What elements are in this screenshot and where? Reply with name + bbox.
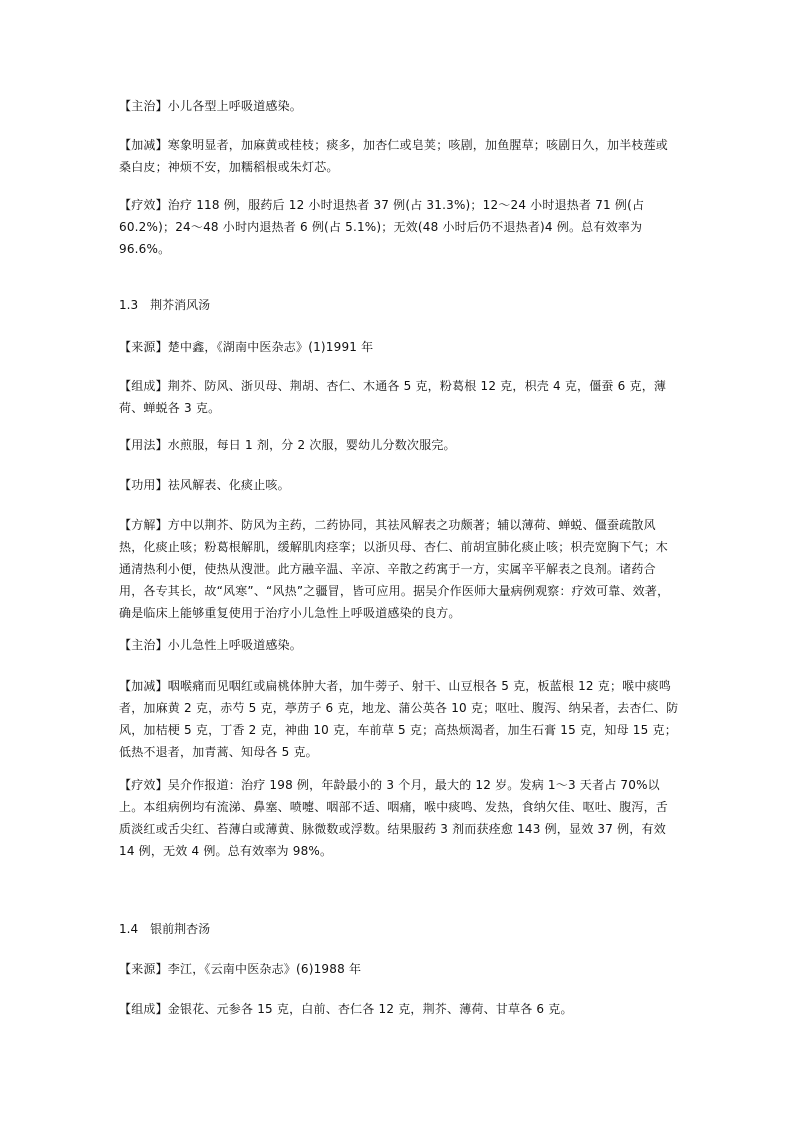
- paragraph-jiajian-2: 【加减】咽喉痛而见咽红或扁桃体肿大者，加牛蒡子、射干、山豆根各 5 克，板蓝根 12 克；喉中痰鸣者，加麻黄 2 克，赤芍 5 克，葶苈子 6 克，地龙、蒲公英各 10 克；呕吐、腹泻、纳呆者，去杏仁、防风，加桔梗 5 克，丁香 2 克，神曲 10 克，车前草 5 克；高热烦渴者，加生石膏 15 克，知母 15 克；低热不退者，加青蒿、知母各 5 克。: [119, 679, 679, 759]
- section-heading-1-3: [119, 294, 679, 316]
- paragraph-liaoxiao-1: 【疗效】治疗 118 例，服药后 12 小时退热者 37 例(占 31.3%)；12～24 小时退热者 71 例(占 60.2%)；24～48 小时内退热者 6 例(占 5.1%)；无效(48 小时后仍不退热者)4 例。总有效率为 96.6%。: [119, 198, 645, 256]
- paragraph-zucheng-2: 【组成】金银花、元参各 15 克，白前、杏仁各 12 克，荆芥、薄荷、甘草各 6 克。: [119, 1002, 573, 1016]
- section-title: 银前荆杏汤: [150, 922, 211, 936]
- section-heading-1-4: [119, 918, 679, 940]
- paragraph-laiyuan-2: 【来源】李江，《云南中医杂志》(6)1988 年: [119, 962, 362, 976]
- paragraph-fangjie: 【方解】方中以荆芥、防风为主药，二药协同，其祛风解表之功颇著；辅以薄荷、蝉蜕、僵蚕疏散风热，化痰止咳；粉葛根解肌，缓解肌肉痉挛；以浙贝母、杏仁、前胡宣肺化痰止咳；枳壳宽胸下气；木通清热利小便，使热从溲泄。此方融辛温、辛凉、辛散之药寓于一方，实属辛平解表之良剂。诸药合用，各专其长，故“风寒”、“风热”之疆冒，皆可应用。据吴介作医师大量病例观察：疗效可靠、效著，确是临床上能够重复使用于治疗小儿急性上呼吸道感染的良方。: [119, 518, 670, 620]
- paragraph-zhuzhi-2: 【主治】小儿急性上呼吸道感染。: [119, 638, 303, 652]
- paragraph-yongfa: 【用法】水煎服，每日 1 剂，分 2 次服，婴幼儿分数次服完。: [119, 438, 456, 452]
- paragraph-jiajian-1: 【加减】寒象明显者，加麻黄或桂枝；痰多，加杏仁或皂荚；咳剧，加鱼腥草；咳剧日久，加半枝莲或桑白皮；神烦不安，加糯稻根或朱灯芯。: [119, 138, 669, 174]
- paragraph-laiyuan-1: 【来源】楚中鑫，《湖南中医杂志》(1)1991 年: [119, 340, 374, 354]
- paragraph-zucheng-1: 【组成】荆芥、防风、浙贝母、荆胡、杏仁、木通各 5 克，粉葛根 12 克，枳壳 4 克，僵蚕 6 克，薄荷、蝉蜕各 3 克。: [119, 379, 667, 415]
- section-title: 荆芥消风汤: [150, 298, 211, 312]
- section-number: 1.3: [119, 298, 139, 312]
- section-number: 1.4: [119, 922, 139, 936]
- paragraph-zhuzhi-1: 【主治】小儿各型上呼吸道感染。: [119, 99, 303, 113]
- paragraph-liaoxiao-2: 【疗效】吴介作报道：治疗 198 例，年龄最小的 3 个月，最大的 12 岁。发病 1～3 天者占 70%以上。本组病例均有流涕、鼻塞、喷嚏、咽部不适、咽痛，喉中痰鸣、发热，食纳欠佳、呕吐、腹泻，舌质淡红或舌尖红、苔薄白或薄黄、脉微数或浮数。结果服药 3 剂而获痊愈 143 例，显效 37 例，有效 14 例，无效 4 例。总有效率为 98%。: [119, 778, 669, 858]
- paragraph-gongyong: 【功用】祛风解表、化痰止咳。: [119, 478, 290, 492]
